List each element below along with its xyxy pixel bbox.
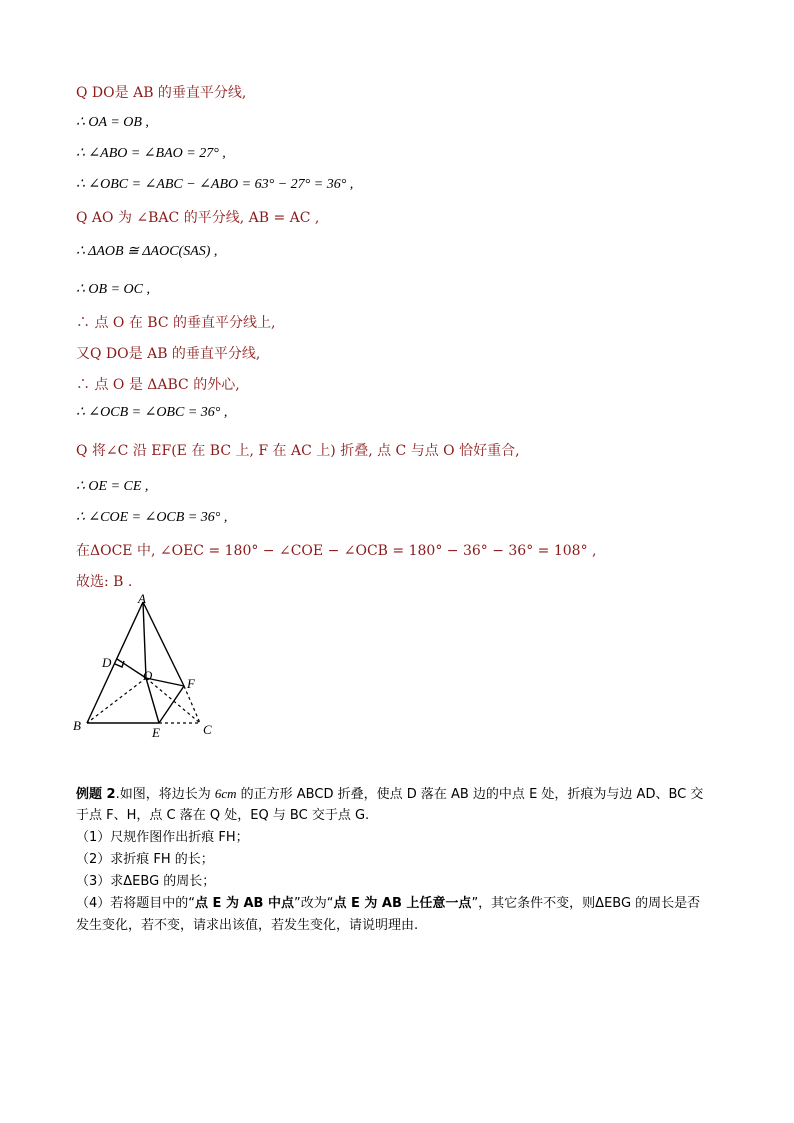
question-4-text: ”，其它条件不变，则ΔEBG 的周长是否: [471, 896, 701, 911]
example-intro-text: .如图，将边长为: [115, 787, 215, 802]
geometry-figure: [60, 590, 240, 750]
label-e: E: [152, 725, 160, 740]
label-c: C: [203, 722, 212, 737]
example-side-length: 6cm: [214, 786, 237, 801]
dashed-fc: [184, 686, 200, 723]
example-title: 例题 2: [76, 787, 116, 802]
solution-line: 在ΔOCE 中, ∠OEC = 180° − ∠COE − ∠OCB = 180° − 36° − 36° = 108° ,: [76, 543, 597, 559]
solution-line: ∴ OB = OC ,: [76, 282, 150, 297]
segment-ef: [159, 686, 184, 723]
solution-line: Q AO 为 ∠BAC 的平分线, AB = AC ,: [76, 210, 320, 226]
question-4-bold: 点 E 为 AB 中点: [195, 896, 294, 911]
example-intro-text: 的正方形 ABCD 折叠，使点 D 落在 AB 边的中点 E 处，折痕为与边 AD、BC 交: [236, 787, 704, 802]
question-4-text: ”改为“: [293, 896, 334, 911]
solution-line: ∴ 点 O 在 BC 的垂直平分线上,: [76, 315, 276, 331]
segment-oe: [146, 678, 159, 723]
label-f: F: [187, 676, 195, 691]
dashed-ob: [87, 678, 146, 723]
segment-ao: [143, 602, 146, 678]
example-intro-cont: 于点 F、H，点 C 落在 Q 处，EQ 与 BC 交于点 G.: [76, 808, 370, 823]
segment-ab: [87, 602, 143, 723]
solution-line: ∴ ∠COE = ∠OCB = 36° ,: [76, 510, 228, 525]
label-d: D: [102, 655, 112, 670]
question-1: （1）尺规作图作出折痕 FH；: [76, 830, 249, 845]
question-4: [76, 893, 726, 915]
solution-line: ∴ ∠OCB = ∠OBC = 36° ,: [76, 405, 228, 420]
question-4-cont: 发生变化，若不变，请求出该值，若发生变化，请说明理由.: [76, 918, 419, 933]
solution-line: ∴ OE = CE ,: [76, 479, 149, 494]
solution-line: ∴ 点 O 是 ΔABC 的外心,: [76, 377, 240, 393]
solution-line: 又Q DO是 AB 的垂直平分线,: [76, 346, 261, 362]
solution-line: ∴ ∠ABO = ∠BAO = 27° ,: [76, 146, 226, 161]
solution-line: Q DO是 AB 的垂直平分线,: [76, 85, 247, 101]
question-4-text: （4）若将题目中的“: [76, 896, 196, 911]
solution-line: Q 将∠C 沿 EF(E 在 BC 上, F 在 AC 上) 折叠, 点 C 与点 O 恰好重合,: [76, 443, 520, 459]
solution-line: ∴ ΔAOB ≅ ΔAOC(SAS) ,: [76, 244, 218, 259]
solution-line: ∴ ∠OBC = ∠ABC − ∠ABO = 63° − 27° = 36° ,: [76, 177, 354, 192]
question-3: （3）求ΔEBG 的周长；: [76, 874, 216, 889]
segment-do: [117, 659, 146, 678]
solution-line: ∴ OA = OB ,: [76, 115, 149, 130]
question-4-bold: 点 E 为 AB 上任意一点: [333, 896, 472, 911]
label-a: A: [138, 591, 146, 606]
example-intro: [76, 783, 726, 806]
question-2: （2）求折痕 FH 的长；: [76, 852, 214, 867]
solution-line: 故选: B .: [76, 574, 133, 590]
label-o: O: [143, 668, 153, 683]
label-b: B: [73, 718, 81, 733]
